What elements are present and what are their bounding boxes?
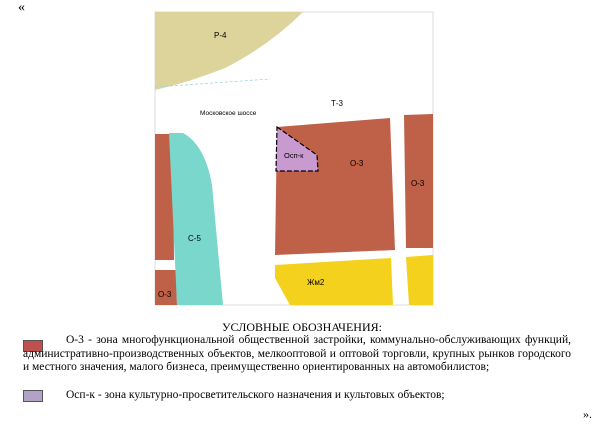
zone-zhm2-right — [406, 255, 433, 305]
label-o3-left: О-3 — [158, 290, 172, 299]
open-quote: « — [18, 0, 25, 15]
label-r4: Р-4 — [214, 31, 227, 40]
label-o3-right: О-3 — [411, 179, 425, 188]
legend-item-osp-k: Осп-к - зона культурно-просветительского назначения и культовых объектов; — [66, 389, 445, 401]
zone-o3-left-lower — [155, 270, 177, 305]
close-quote: ». — [583, 407, 592, 421]
label-road: Московское шоссе — [200, 110, 257, 117]
zoning-map — [150, 10, 440, 310]
label-zhm2: Жм2 — [307, 278, 325, 287]
label-c5: С-5 — [188, 234, 201, 243]
label-osp-k: Осп-к — [284, 151, 304, 160]
label-t3: Т-3 — [331, 99, 343, 108]
legend-title: УСЛОВНЫЕ ОБОЗНАЧЕНИЯ: — [222, 320, 382, 334]
zone-zhm2 — [275, 258, 393, 305]
legend-item-o3: О-3 - зона многофункциональной общественной застройки, коммунально-обслуживающих функций, административно-производственных объектов, мелкооптовой и оптовой торговли, крупных рынков городского и местного значения, малого бизнеса, преимущественно ориентированных на автомобилистов; — [23, 334, 571, 373]
label-o3-center: О-3 — [350, 159, 364, 168]
